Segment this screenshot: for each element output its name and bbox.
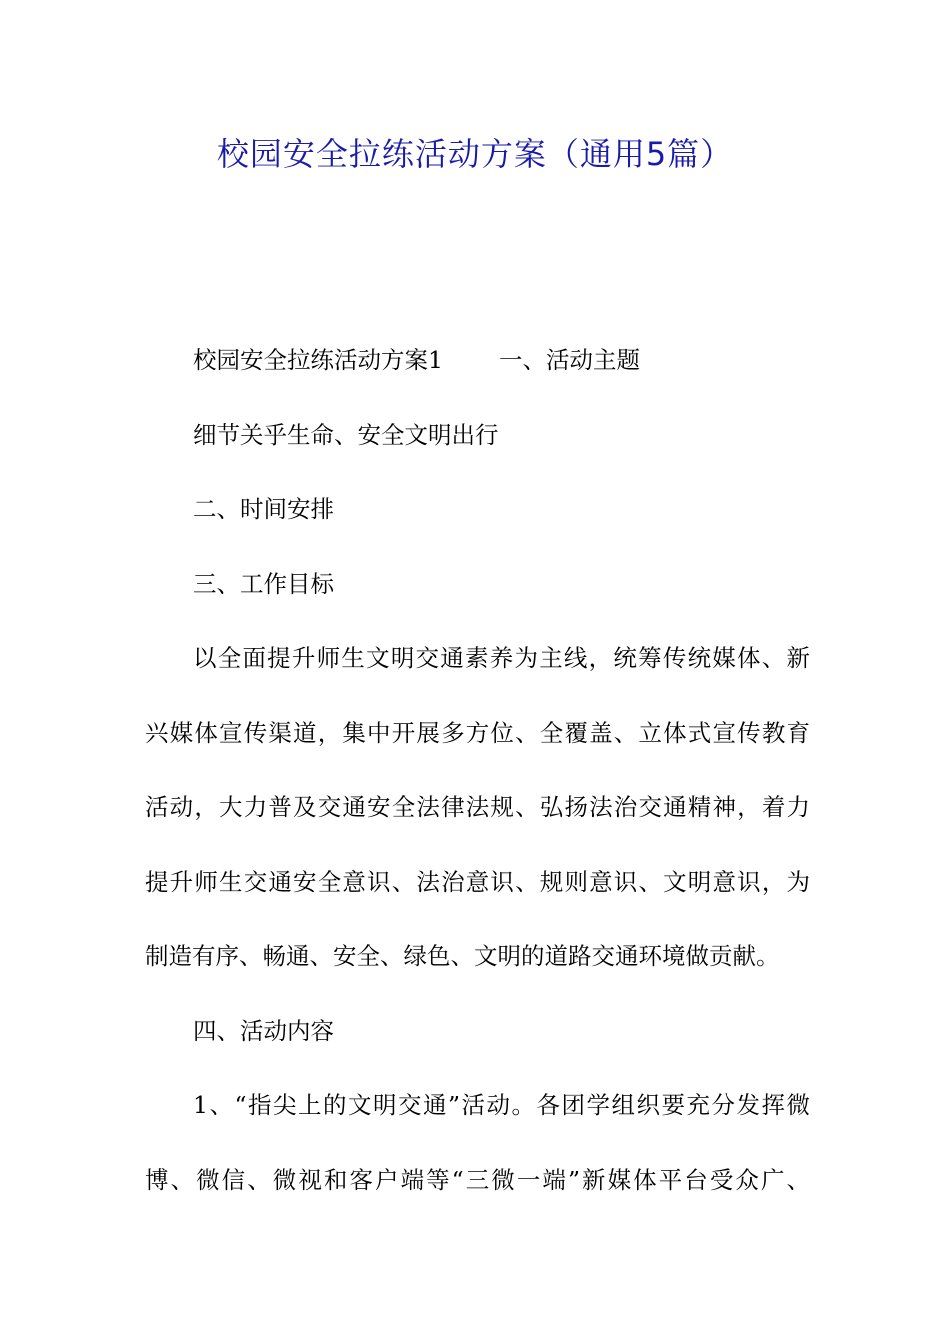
- paragraph-line: 博、微信、微视和客户端等“三微一端”新媒体平台受众广、: [145, 1165, 810, 1194]
- paragraph-line: 以全面提升师生文明交通素养为主线，统筹传统媒体、新: [193, 644, 810, 672]
- section-heading: 四、活动内容: [193, 1016, 334, 1045]
- section-heading: 一、活动主题: [498, 346, 640, 374]
- plan-title: 校园安全拉练活动方案1: [193, 346, 443, 374]
- section-heading: 三、工作目标: [193, 569, 334, 598]
- document-title: 校园安全拉练活动方案（通用5篇）: [216, 135, 734, 173]
- document-body: [145, 335, 810, 1229]
- paragraph-line: 活动，大力普及交通安全法律法规、弘扬法治交通精神，着力: [145, 793, 810, 821]
- paragraph-line: 制造有序、畅通、安全、绿色、文明的道路交通环境做贡献。: [145, 942, 780, 970]
- paragraph-line: 1、“指尖上的文明交通”活动。各团学组织要充分发挥微: [193, 1091, 810, 1119]
- section-heading: 二、时间安排: [193, 495, 334, 523]
- paragraph-line: 提升师生交通安全意识、法治意识、规则意识、文明意识，为: [145, 867, 810, 896]
- section-heading-line: [145, 335, 810, 410]
- paragraph-line: 兴媒体宣传渠道，集中开展多方位、全覆盖、立体式宣传教育: [145, 718, 810, 747]
- paragraph-line: 细节关乎生命、安全文明出行: [193, 420, 499, 449]
